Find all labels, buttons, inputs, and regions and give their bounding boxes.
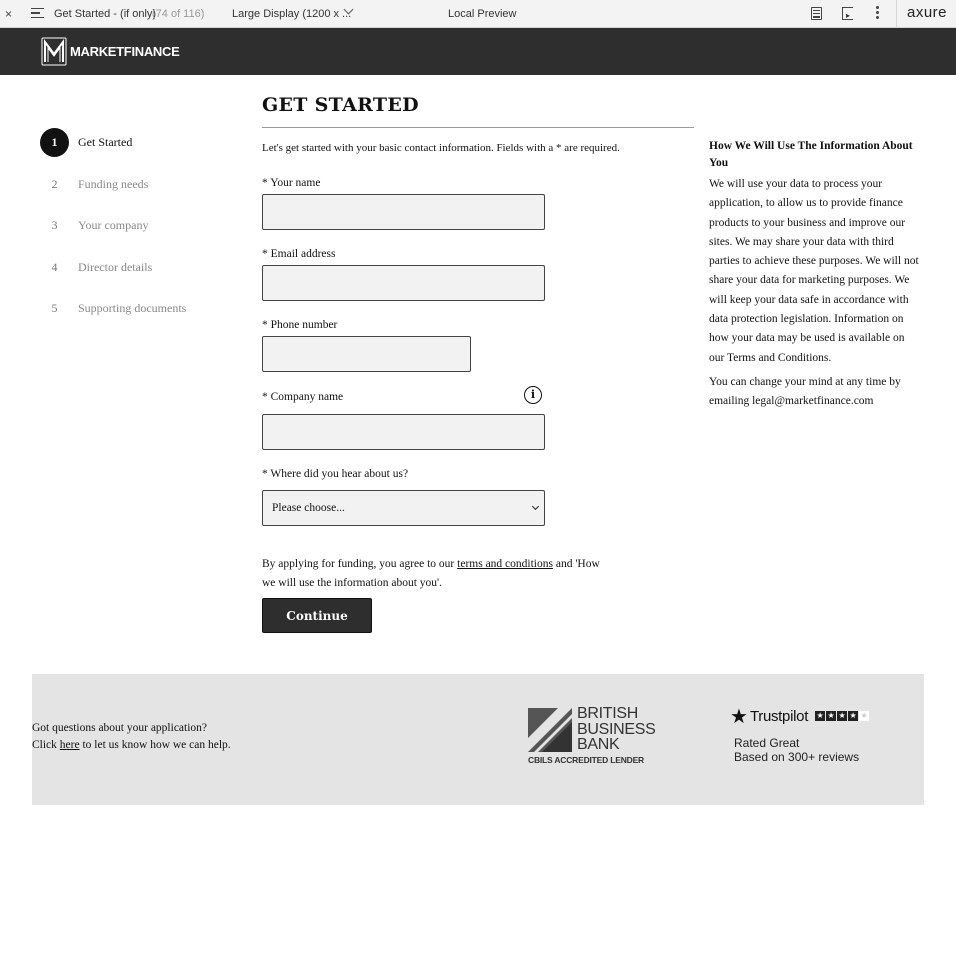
step-label: Your company xyxy=(78,218,149,232)
page-title: GET STARTED xyxy=(262,94,419,116)
terms-link[interactable]: terms and conditions xyxy=(457,558,553,570)
email-field[interactable] xyxy=(262,265,545,301)
title-divider xyxy=(262,127,694,128)
toolbar-divider xyxy=(896,0,897,28)
chevron-down-icon xyxy=(532,503,539,510)
trustpilot-star-icon: ★ xyxy=(730,704,748,728)
trustpilot-rating-text xyxy=(734,736,890,764)
help-question: Got questions about your application? xyxy=(32,722,208,734)
company-field[interactable] xyxy=(262,414,545,450)
company-label: * Company name xyxy=(262,391,344,403)
data-usage-info xyxy=(709,138,919,411)
more-options-icon[interactable] xyxy=(876,6,880,21)
bbb-line-1: BRITISH xyxy=(577,705,639,722)
info-heading: How We Will Use The Information About You xyxy=(709,140,913,169)
info-body: We will use your data to process your application, to allow us to provide finance products to your business and improve our sites. We may share your data with third parties to achieve these purposes. We will not share your data for marketing purposes. We will keep your data safe in accordance with data protection legislation. Information on how your data may be used is available on our Terms and Conditions. xyxy=(709,178,919,364)
trustpilot-rated: Rated Great xyxy=(734,736,800,750)
step-label: Funding needs xyxy=(78,176,149,191)
close-icon[interactable]: × xyxy=(5,7,13,21)
phone-field[interactable] xyxy=(262,336,471,372)
form-intro: Let's get started with your basic contact information. Fields with a * are required. xyxy=(262,142,620,154)
step-your-company[interactable] xyxy=(40,211,240,253)
rating-star-empty-icon: ★ xyxy=(860,711,868,720)
help-post: to let us know how we can help. xyxy=(79,738,231,751)
brand-name: MARKETFINANCE xyxy=(70,44,180,59)
continue-button[interactable]: Continue xyxy=(262,598,372,633)
info-icon[interactable]: i xyxy=(524,386,542,404)
axure-logo: axure xyxy=(907,4,948,21)
phone-label: * Phone number xyxy=(262,319,338,331)
email-label: * Email address xyxy=(262,248,336,260)
help-pre: Click xyxy=(32,738,60,751)
notes-icon[interactable] xyxy=(811,7,822,20)
preview-mode-label: Local Preview xyxy=(448,8,517,20)
footer xyxy=(32,674,924,805)
rating-star-filled-icon: ★ xyxy=(849,711,857,720)
trustpilot-widget[interactable] xyxy=(730,706,890,764)
step-number: 5 xyxy=(51,301,58,315)
agreement-text xyxy=(262,555,602,593)
site-header xyxy=(0,28,956,75)
bbb-subtitle: CBILS ACCREDITED LENDER xyxy=(528,755,644,765)
agreement-post: and 'How we will use the information about you'. xyxy=(262,558,600,589)
info-body-contact: You can change your mind at any time by emailing legal@marketfinance.com xyxy=(709,376,901,407)
hear-about-select[interactable] xyxy=(262,490,545,526)
name-field[interactable] xyxy=(262,194,545,230)
step-label: Supporting documents xyxy=(78,301,187,315)
axure-toolbar xyxy=(0,0,956,28)
bbb-emblem-icon xyxy=(528,708,572,752)
help-link[interactable]: here xyxy=(59,738,80,751)
inspect-icon[interactable]: ▸ xyxy=(842,7,853,20)
help-line xyxy=(32,737,231,754)
step-director-details[interactable] xyxy=(40,253,240,295)
rating-star-filled-icon: ★ xyxy=(838,711,846,720)
page-count: (74 of 116) xyxy=(152,8,205,20)
name-label: * Your name xyxy=(262,177,321,189)
step-number: 2 xyxy=(51,176,58,191)
british-business-bank-logo xyxy=(528,706,658,764)
rating-star-filled-icon: ★ xyxy=(827,711,835,720)
trustpilot-header xyxy=(730,706,890,726)
page-name[interactable]: Get Started - (if only) xyxy=(54,8,157,20)
help-text xyxy=(32,720,231,753)
m-logo-icon xyxy=(41,37,67,66)
progress-steps xyxy=(40,128,240,336)
display-size-select[interactable]: Large Display (1200 x ... xyxy=(232,8,352,20)
trustpilot-name: Trustpilot xyxy=(749,707,809,725)
step-get-started[interactable] xyxy=(40,128,240,170)
bbb-line-2: BUSINESS xyxy=(577,720,656,738)
bbb-name xyxy=(577,706,656,753)
hamburger-menu-icon[interactable] xyxy=(31,8,44,19)
step-funding-needs[interactable] xyxy=(40,170,240,212)
step-number: 1 xyxy=(40,128,69,157)
step-label: Get Started xyxy=(78,135,133,149)
hear-about-label: * Where did you hear about us? xyxy=(262,468,409,480)
select-value: Please choose... xyxy=(272,502,345,514)
step-supporting-documents[interactable] xyxy=(40,294,240,336)
contact-form xyxy=(262,90,694,623)
step-number: 3 xyxy=(51,218,58,232)
step-number: 4 xyxy=(51,259,58,274)
trustpilot-rating-stars xyxy=(815,711,870,721)
rating-star-filled-icon: ★ xyxy=(816,711,824,720)
brand-logo[interactable] xyxy=(41,37,179,66)
step-label: Director details xyxy=(78,259,153,274)
trustpilot-reviews: Based on 300+ reviews xyxy=(734,750,860,764)
agreement-pre: By applying for funding, you agree to our xyxy=(262,558,458,570)
bbb-line-3: BANK xyxy=(577,736,620,753)
